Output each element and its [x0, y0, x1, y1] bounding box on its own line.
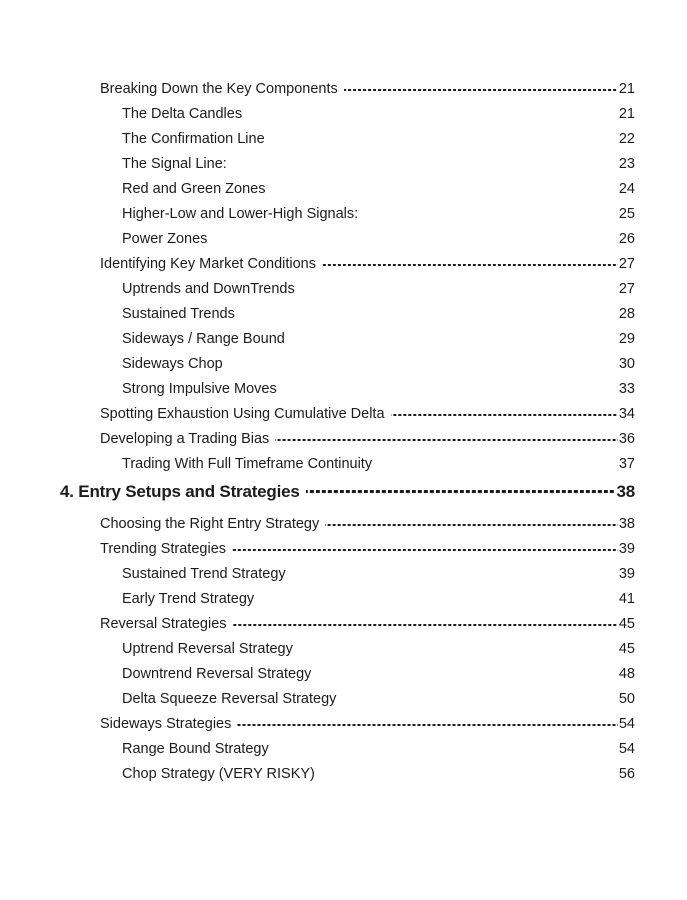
toc-entry[interactable] [0, 152, 635, 177]
toc-page-number: 27 [618, 281, 635, 297]
leader-spacer [317, 674, 617, 676]
toc-entry-label: Sustained Trend Strategy [122, 566, 286, 582]
toc-chapter-entry[interactable] [0, 479, 635, 504]
toc-entry[interactable] [0, 327, 635, 352]
toc-entry-label: The Confirmation Line [122, 131, 265, 147]
toc-entry[interactable] [0, 537, 635, 562]
leader-spacer [229, 364, 618, 366]
toc-entry[interactable] [0, 302, 635, 327]
leader-spacer [283, 389, 618, 391]
toc-page-number: 38 [616, 482, 635, 501]
toc-entry-label: Sideways Chop [122, 356, 223, 372]
toc-entry[interactable] [0, 562, 635, 587]
toc-entry-label: Sideways Strategies [100, 716, 232, 732]
toc-entry[interactable] [0, 352, 635, 377]
toc-page-number: 27 [618, 256, 635, 272]
toc-entry-label: Red and Green Zones [122, 181, 266, 197]
toc-entry-label: Developing a Trading Bias [100, 431, 270, 447]
dash-leader [322, 264, 618, 266]
leader-spacer [342, 699, 617, 701]
leader-spacer [241, 314, 618, 316]
toc-entry-label: Spotting Exhaustion Using Cumulative Delta [100, 406, 385, 422]
dash-leader [391, 414, 618, 416]
toc-entry-label: Range Bound Strategy [122, 741, 269, 757]
leader-spacer [364, 214, 618, 216]
toc-entry[interactable] [0, 77, 635, 102]
toc-page-number: 45 [618, 616, 635, 632]
toc-entry[interactable] [0, 737, 635, 762]
toc-entry[interactable] [0, 177, 635, 202]
toc-entry[interactable] [0, 712, 635, 737]
leader-spacer [271, 139, 618, 141]
toc-page-number: 26 [618, 231, 635, 247]
toc-entry-label: Chop Strategy (VERY RISKY) [122, 766, 315, 782]
toc-entry-label: Higher-Low and Lower-High Signals: [122, 206, 359, 222]
leader-spacer [275, 749, 618, 751]
toc-page-number: 36 [618, 431, 635, 447]
toc-entry-label: Uptrend Reversal Strategy [122, 641, 293, 657]
toc-page-number: 38 [618, 516, 635, 532]
toc-entry[interactable] [0, 227, 635, 252]
dash-leader [325, 524, 618, 526]
toc-entry-label: Sustained Trends [122, 306, 235, 322]
leader-spacer [321, 774, 618, 776]
toc-page-number: 33 [618, 381, 635, 397]
toc-entry[interactable] [0, 202, 635, 227]
toc-page-number: 45 [618, 641, 635, 657]
toc-entry-label: Choosing the Right Entry Strategy [100, 516, 320, 532]
toc-page-number: 39 [618, 541, 635, 557]
toc-page-number: 21 [618, 106, 635, 122]
toc-entry[interactable] [0, 687, 635, 712]
toc-entry[interactable] [0, 127, 635, 152]
toc-entry[interactable] [0, 762, 635, 787]
toc-entry-label: Power Zones [122, 231, 208, 247]
toc-entry[interactable] [0, 102, 635, 127]
toc-page-number: 24 [618, 181, 635, 197]
toc-entry-label: Sideways / Range Bound [122, 331, 285, 347]
toc-entry-label: Strong Impulsive Moves [122, 381, 277, 397]
toc-entry-label: Uptrends and DownTrends [122, 281, 295, 297]
toc-page-number: 56 [618, 766, 635, 782]
leader-spacer [299, 649, 618, 651]
dash-leader [237, 724, 617, 726]
dash-leader [275, 439, 618, 441]
dash-leader [306, 490, 616, 493]
toc-entry[interactable] [0, 427, 635, 452]
leader-spacer [291, 339, 618, 341]
toc-entry[interactable] [0, 637, 635, 662]
toc-page-number: 48 [618, 666, 635, 682]
leader-spacer [213, 239, 617, 241]
toc-page-number: 28 [618, 306, 635, 322]
dash-leader [344, 89, 618, 91]
toc-list [0, 77, 635, 787]
leader-spacer [260, 599, 618, 601]
leader-spacer [301, 289, 618, 291]
toc-entry-label: Downtrend Reversal Strategy [122, 666, 312, 682]
toc-page-number: 39 [618, 566, 635, 582]
toc-entry-label: Trading With Full Timeframe Continuity [122, 456, 373, 472]
toc-page-number: 30 [618, 356, 635, 372]
toc-entry-label: Reversal Strategies [100, 616, 227, 632]
leader-spacer [233, 164, 618, 166]
toc-page-number: 23 [618, 156, 635, 172]
toc-entry[interactable] [0, 512, 635, 537]
toc-page-number: 37 [618, 456, 635, 472]
toc-entry[interactable] [0, 452, 635, 477]
toc-page-number: 54 [618, 741, 635, 757]
toc-entry-label: The Delta Candles [122, 106, 243, 122]
toc-page-number: 29 [618, 331, 635, 347]
toc-entry[interactable] [0, 587, 635, 612]
toc-page-number: 50 [618, 691, 635, 707]
toc-page-number: 21 [618, 81, 635, 97]
toc-entry-label: Delta Squeeze Reversal Strategy [122, 691, 337, 707]
toc-entry[interactable] [0, 252, 635, 277]
leader-spacer [248, 114, 618, 116]
toc-entry[interactable] [0, 662, 635, 687]
toc-entry-label: Identifying Key Market Conditions [100, 256, 316, 272]
toc-page-number: 25 [618, 206, 635, 222]
toc-entry-label: Trending Strategies [100, 541, 227, 557]
toc-entry[interactable] [0, 377, 635, 402]
leader-spacer [271, 189, 617, 191]
leader-spacer [292, 574, 618, 576]
toc-entry[interactable] [0, 277, 635, 302]
dash-leader [232, 549, 618, 551]
dash-leader [233, 624, 618, 626]
toc-page-number: 34 [618, 406, 635, 422]
toc-entry-label: Breaking Down the Key Components [100, 81, 338, 97]
toc-page-number: 22 [618, 131, 635, 147]
toc-page-number: 54 [618, 716, 635, 732]
toc-entry[interactable] [0, 402, 635, 427]
toc-entry-label: Early Trend Strategy [122, 591, 255, 607]
toc-page-number: 41 [618, 591, 635, 607]
toc-entry-label: 4. Entry Setups and Strategies [60, 482, 300, 501]
toc-entry[interactable] [0, 612, 635, 637]
toc-entry-label: The Signal Line: [122, 156, 227, 172]
leader-spacer [378, 464, 618, 466]
